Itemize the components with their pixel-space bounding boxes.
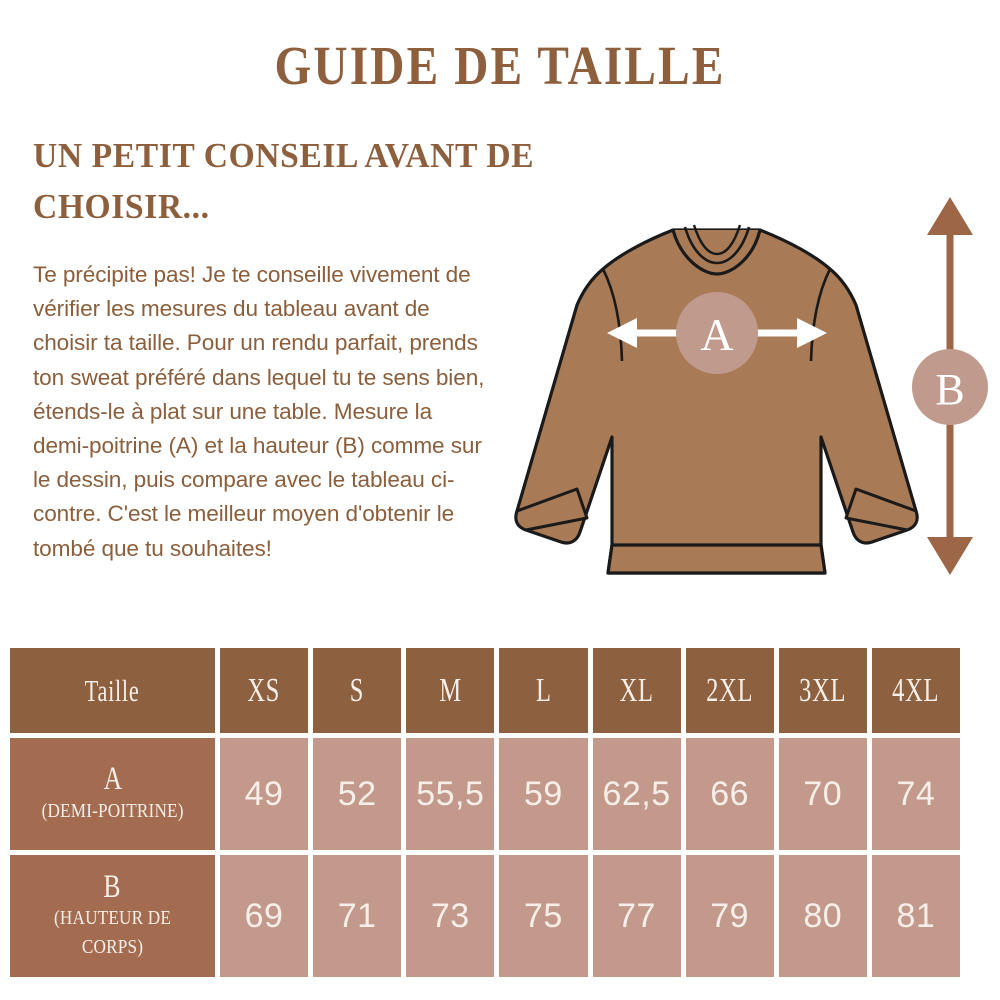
cell-b-2xl (686, 855, 774, 977)
cell-value: 74 (896, 774, 936, 813)
measure-b-badge (912, 349, 988, 425)
svg-text:A: A (700, 309, 734, 360)
cell-a-3xl (779, 738, 867, 850)
cell-a-2xl (686, 738, 774, 850)
cell-value: 49 (244, 774, 284, 813)
table-row (10, 738, 960, 850)
svg-text:B: B (935, 365, 965, 414)
header-size-text: XL (619, 671, 654, 709)
advice-body-text: Te précipite pas! Je te conseille vivement de vérifier les mesures du tableau avant de choisir ta taille. Pour un rendu parfait, prends ton sweat préféré dans lequel tu te sens bien, étends-le à plat sur une table. Mesure la demi-poitrine (A) et la hauteur (B) comme sur le dessin, puis compare avec le tableau ci-contre. C'est le meilleur moyen d'obtenir le tombé que tu souhaites! (33, 262, 485, 561)
cell-value: 81 (896, 896, 936, 935)
header-size-text: L (535, 671, 552, 709)
size-table (10, 648, 960, 977)
header-size-text: 4XL (892, 671, 940, 709)
row-label-a (10, 738, 215, 850)
cell-value: 69 (244, 896, 284, 935)
header-size-text: 2XL (706, 671, 754, 709)
measure-a-badge (676, 292, 758, 374)
row-b-sublabel: (HAUTEUR DE CORPS) (53, 907, 172, 959)
header-cell-4xl (872, 648, 960, 733)
header-cell-xl (593, 648, 681, 733)
header-cell-l (499, 648, 587, 733)
cell-a-m (406, 738, 494, 850)
cell-b-4xl (872, 855, 960, 977)
header-size-text: XS (247, 671, 281, 709)
header-size-text: M (439, 671, 462, 709)
row-b-letter: B (103, 868, 122, 905)
cell-a-xs (220, 738, 308, 850)
cell-value: 66 (710, 774, 750, 813)
header-cell-s (313, 648, 401, 733)
cell-b-xs (220, 855, 308, 977)
header-cell-label (10, 648, 215, 733)
header-size-text: 3XL (799, 671, 847, 709)
cell-b-s (313, 855, 401, 977)
cell-b-xl (593, 855, 681, 977)
cell-value: 70 (803, 774, 843, 813)
header-label-text: Taille (85, 672, 140, 708)
cell-a-xl (593, 738, 681, 850)
row-a-sublabel: (DEMI-POITRINE) (41, 799, 184, 822)
advice-subtitle: UN PETIT CONSEIL AVANT DE CHOISIR... (33, 136, 535, 226)
cell-value: 77 (617, 896, 656, 935)
header-cell-xs (220, 648, 308, 733)
header-cell-3xl (779, 648, 867, 733)
cell-value: 62,5 (602, 774, 671, 813)
sweatshirt-drawing (516, 225, 917, 573)
cell-b-l (499, 855, 587, 977)
cell-a-s (313, 738, 401, 850)
page-title: GUIDE DE TAILLE (274, 35, 726, 96)
cell-a-4xl (872, 738, 960, 850)
header-cell-2xl (686, 648, 774, 733)
row-a-letter: A (103, 761, 122, 798)
table-header-row (10, 648, 960, 733)
header-size-text: S (350, 671, 365, 709)
cell-value: 71 (337, 896, 377, 935)
cell-value: 79 (710, 896, 750, 935)
cell-value: 55,5 (416, 774, 485, 813)
cell-value: 73 (430, 896, 470, 935)
cell-value: 52 (337, 774, 377, 813)
table-row (10, 855, 960, 977)
cell-b-3xl (779, 855, 867, 977)
cell-value: 59 (524, 774, 563, 813)
header-cell-m (406, 648, 494, 733)
cell-a-l (499, 738, 587, 850)
cell-value: 80 (803, 896, 843, 935)
row-label-b (10, 855, 215, 977)
cell-b-m (406, 855, 494, 977)
cell-value: 75 (524, 896, 563, 935)
sweatshirt-illustration (495, 175, 1000, 605)
